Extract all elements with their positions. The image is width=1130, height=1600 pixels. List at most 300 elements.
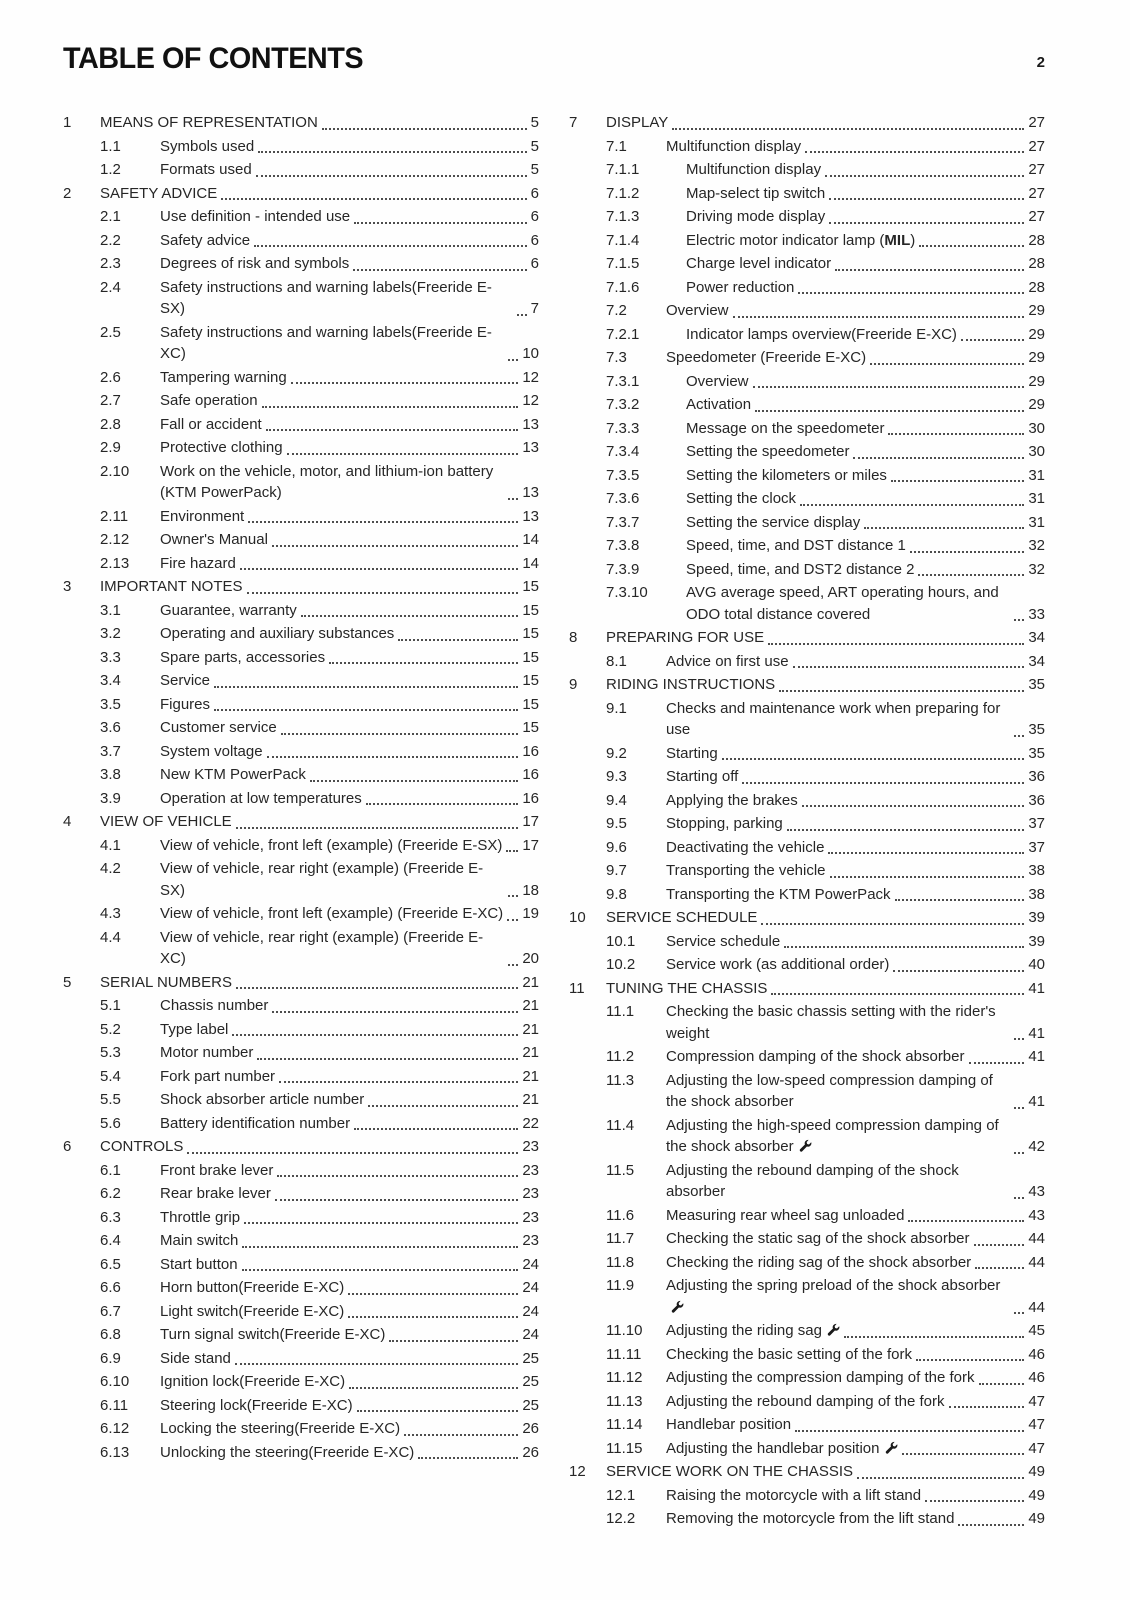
toc-entry-number: 2.13 xyxy=(100,554,130,572)
toc-entry-line xyxy=(666,1275,1045,1318)
toc-entry-page: 38 xyxy=(1028,862,1045,879)
toc-entry-line xyxy=(100,183,539,205)
toc-entry-title: Degrees of risk and symbols xyxy=(160,255,350,272)
toc-entry xyxy=(63,1042,539,1064)
toc-entry-line xyxy=(606,674,1045,696)
toc-entry-title: Transporting the vehicle xyxy=(666,862,826,879)
toc-entry-number: 11.6 xyxy=(606,1206,635,1224)
toc-entry-page: 36 xyxy=(1028,768,1045,785)
toc-entry-title: Use definition - intended use xyxy=(160,208,351,225)
toc-entry-title: Unlocking the steering(Freeride E-XC) xyxy=(160,1443,415,1461)
dotted-leader xyxy=(272,545,518,547)
wrench-icon xyxy=(827,1323,840,1336)
dotted-leader xyxy=(870,363,1024,365)
dotted-leader xyxy=(389,1340,518,1342)
toc-entry xyxy=(63,788,539,810)
dotted-leader xyxy=(247,592,519,594)
toc-entry-title: VIEW OF VEHICLE xyxy=(100,813,232,830)
toc-column-left xyxy=(63,112,539,1532)
toc-entry-number: 7.1.4 xyxy=(606,231,640,249)
toc-entry-page: 35 xyxy=(1028,676,1045,693)
dotted-leader xyxy=(1014,1197,1024,1199)
toc-entry-title: Operating and auxiliary substances xyxy=(160,625,395,642)
toc-entry-page: 24 xyxy=(522,1326,539,1343)
toc-entry-page: 41 xyxy=(1028,979,1045,997)
toc-entry-number: 6.9 xyxy=(100,1349,121,1367)
toc-entry-number: 7.3.5 xyxy=(606,466,640,484)
dotted-leader xyxy=(287,453,519,455)
toc-entry-line xyxy=(686,535,1045,557)
dotted-leader xyxy=(753,386,1025,388)
toc-entry-page: 42 xyxy=(1028,1138,1045,1155)
toc-entry-number: 6.13 xyxy=(100,1443,130,1461)
toc-entry-line xyxy=(666,1228,1045,1250)
toc-entry-line xyxy=(666,1115,1045,1158)
dotted-leader xyxy=(257,1058,518,1060)
toc-entry-number: 6.5 xyxy=(100,1255,121,1273)
dotted-leader xyxy=(329,662,518,664)
dotted-leader xyxy=(398,639,518,641)
toc-entry xyxy=(569,253,1045,275)
toc-entry-title: Checking the basic setting of the fork xyxy=(666,1345,912,1363)
toc-entry xyxy=(63,647,539,669)
toc-entry-page: 15 xyxy=(522,601,539,619)
toc-entry-number: 2.5 xyxy=(100,323,121,341)
dotted-leader xyxy=(895,899,1025,901)
toc-entry-title: Speedometer (Freeride E-XC) xyxy=(666,349,867,366)
toc-entry-page: 41 xyxy=(1028,1048,1045,1065)
toc-entry-title: Speed, time, and DST distance 1 xyxy=(686,537,906,554)
toc-entry-number: 6 xyxy=(63,1138,72,1155)
toc-entry-title: Owner's Manual xyxy=(160,531,268,548)
toc-entry-title: Setting the speedometer xyxy=(686,443,850,460)
toc-entry-number: 2.4 xyxy=(100,278,121,296)
toc-entry-line xyxy=(100,1136,539,1158)
toc-entry-title: Operation at low temperatures xyxy=(160,789,362,807)
dotted-leader xyxy=(310,780,518,782)
toc-entry-number: 8.1 xyxy=(606,652,627,670)
wrench-icon xyxy=(885,1441,898,1454)
toc-entry-line xyxy=(160,1371,539,1393)
toc-entry xyxy=(569,743,1045,765)
toc-entry-page: 21 xyxy=(522,997,539,1014)
toc-entry-line xyxy=(160,927,539,970)
dotted-leader xyxy=(829,198,1024,200)
toc-entry-line xyxy=(686,465,1045,487)
toc-entry xyxy=(569,371,1045,393)
toc-entry-number: 1.2 xyxy=(100,161,121,178)
toc-entry-number: 4 xyxy=(63,813,72,830)
toc-entry-page: 39 xyxy=(1028,932,1045,950)
toc-entry-number: 9.6 xyxy=(606,838,627,856)
toc-entry xyxy=(63,694,539,716)
toc-entry-title: Multifunction display xyxy=(686,161,822,178)
toc-entry-page: 35 xyxy=(1028,721,1045,738)
dotted-leader xyxy=(242,1269,519,1271)
dotted-leader xyxy=(891,480,1024,482)
toc-entry-title: CONTROLS xyxy=(100,1138,184,1155)
toc-entry-page: 30 xyxy=(1028,443,1045,460)
toc-entry-title: Chassis number xyxy=(160,997,269,1014)
toc-entry-title: Checks and maintenance work when preparing for use xyxy=(666,699,1001,738)
toc-entry-title: Applying the brakes xyxy=(666,791,798,809)
toc-entry-title: Type label xyxy=(160,1020,229,1038)
toc-entry-page: 49 xyxy=(1028,1510,1045,1527)
toc-entry-number: 3 xyxy=(63,578,72,595)
toc-entry xyxy=(63,764,539,786)
toc-entry-line xyxy=(686,559,1045,581)
toc-entry-page: 23 xyxy=(522,1138,539,1155)
dotted-leader xyxy=(275,1199,518,1201)
toc-entry xyxy=(569,1367,1045,1389)
toc-entry-number: 10 xyxy=(569,909,586,926)
dotted-leader xyxy=(949,1406,1025,1408)
dotted-leader xyxy=(742,782,1024,784)
toc-entry-page: 44 xyxy=(1028,1230,1045,1247)
toc-entry xyxy=(63,1348,539,1370)
toc-entry-page: 15 xyxy=(522,719,539,736)
toc-entry-line xyxy=(666,1320,1045,1342)
toc-entry-line xyxy=(100,112,539,134)
toc-entry-number: 7.3.8 xyxy=(606,537,640,554)
toc-entry-page: 27 xyxy=(1028,208,1045,225)
dotted-leader xyxy=(787,829,1025,831)
toc-entry xyxy=(63,741,539,763)
toc-entry xyxy=(569,907,1045,929)
toc-entry-number: 3.2 xyxy=(100,625,121,642)
toc-entry-title: TUNING THE CHASSIS xyxy=(606,979,768,997)
toc-entry-number: 5 xyxy=(63,973,72,991)
toc-entry xyxy=(569,512,1045,534)
toc-entry-line xyxy=(100,811,539,833)
toc-entry-title: Service schedule xyxy=(666,932,781,950)
toc-entry xyxy=(63,717,539,739)
toc-entry-title: Tampering warning xyxy=(160,368,287,386)
toc-entry-title: Symbols used xyxy=(160,137,255,155)
dotted-leader xyxy=(353,269,526,271)
toc-entry xyxy=(569,978,1045,1000)
toc-entry-page: 20 xyxy=(522,950,539,967)
toc-entry xyxy=(569,277,1045,299)
toc-entry xyxy=(63,1136,539,1158)
toc-entry-line xyxy=(666,1485,1045,1507)
toc-entry xyxy=(569,884,1045,906)
toc-entry xyxy=(63,835,539,857)
toc-entry-title: Battery identification number xyxy=(160,1114,351,1132)
toc-entry-number: 4.2 xyxy=(100,860,121,877)
toc-entry-number: 11.14 xyxy=(606,1416,643,1433)
dotted-leader xyxy=(888,433,1024,435)
toc-entry-line xyxy=(160,1042,539,1064)
toc-entry xyxy=(569,159,1045,181)
toc-entry-page: 12 xyxy=(522,392,539,409)
dotted-leader xyxy=(214,709,518,711)
toc-entry-title: Safety advice xyxy=(160,231,251,249)
toc-entry-title: Locking the steering(Freeride E-XC) xyxy=(160,1420,401,1437)
toc-entry-line xyxy=(666,1160,1045,1203)
toc-entry-number: 7.1.2 xyxy=(606,184,640,202)
dotted-leader xyxy=(277,1175,518,1177)
toc-entry-title: Message on the speedometer xyxy=(686,419,885,437)
toc-entry xyxy=(569,1252,1045,1274)
toc-entry-number: 11.13 xyxy=(606,1392,643,1410)
toc-entry-title: Throttle grip xyxy=(160,1208,241,1226)
toc-entry xyxy=(569,627,1045,649)
toc-entry-number: 9.3 xyxy=(606,768,627,785)
toc-entry-page: 10 xyxy=(522,345,539,362)
toc-entry-number: 2.9 xyxy=(100,439,121,456)
toc-entry-line xyxy=(160,1418,539,1440)
toc-entry-title: Safety instructions and warning labels(Freeride E-XC) xyxy=(160,323,492,362)
toc-entry xyxy=(569,324,1045,346)
dotted-leader xyxy=(256,175,527,177)
dotted-leader xyxy=(366,803,519,805)
toc-entry-number: 3.1 xyxy=(100,601,121,619)
toc-entry-page: 38 xyxy=(1028,885,1045,903)
page-number: 2 xyxy=(1036,54,1045,71)
toc-entry-page: 21 xyxy=(522,1020,539,1038)
toc-entry xyxy=(569,766,1045,788)
toc-entry xyxy=(63,623,539,645)
toc-entry-page: 14 xyxy=(522,554,539,572)
toc-entry-page: 13 xyxy=(522,507,539,525)
toc-entry-number: 1 xyxy=(63,114,72,131)
toc-entry xyxy=(569,394,1045,416)
toc-entry xyxy=(569,535,1045,557)
toc-entry-number: 5.3 xyxy=(100,1044,121,1061)
toc-entry-number: 7.1.6 xyxy=(606,278,640,296)
toc-entry xyxy=(63,253,539,275)
toc-entry-page: 16 xyxy=(522,789,539,807)
toc-entry-page: 32 xyxy=(1028,560,1045,578)
toc-entry-number: 9.4 xyxy=(606,791,627,809)
toc-entry-title: Light switch(Freeride E-XC) xyxy=(160,1302,345,1320)
toc-entry-number: 9.1 xyxy=(606,699,627,717)
toc-entry-number: 3.4 xyxy=(100,672,121,689)
toc-entry-number: 6.7 xyxy=(100,1302,121,1320)
toc-entry-line xyxy=(160,600,539,622)
toc-entry-page: 5 xyxy=(530,161,539,178)
toc-entry-title: DISPLAY xyxy=(606,114,669,131)
toc-entry-page: 27 xyxy=(1028,114,1045,131)
toc-entry xyxy=(63,1160,539,1182)
toc-entry-number: 6.6 xyxy=(100,1279,121,1296)
toc-entry-number: 11.3 xyxy=(606,1071,635,1089)
toc-entry-number: 6.8 xyxy=(100,1326,121,1343)
toc-entry-page: 5 xyxy=(530,137,539,155)
toc-entry-page: 17 xyxy=(522,836,539,854)
toc-entry-number: 3.9 xyxy=(100,789,121,807)
toc-entry-title: Environment xyxy=(160,507,245,525)
toc-entry-line xyxy=(160,858,539,901)
toc-entry-line xyxy=(666,743,1045,765)
toc-entry-number: 5.6 xyxy=(100,1114,121,1132)
toc-entry-title: Front brake lever xyxy=(160,1161,274,1179)
dotted-leader xyxy=(802,805,1025,807)
dotted-leader xyxy=(1014,1107,1024,1109)
dotted-leader xyxy=(830,876,1025,878)
toc-entry xyxy=(569,418,1045,440)
toc-entry-page: 25 xyxy=(522,1396,539,1414)
toc-entry-title: Stopping, parking xyxy=(666,815,783,832)
toc-entry-title: Formats used xyxy=(160,161,252,178)
toc-entry-title: Measuring rear wheel sag unloaded xyxy=(666,1206,905,1224)
dotted-leader xyxy=(1014,1312,1024,1314)
dotted-leader xyxy=(244,1222,518,1224)
toc-entry-title: Electric motor indicator lamp (MIL) xyxy=(686,231,916,249)
toc-entry-number: 9.7 xyxy=(606,862,627,879)
toc-entry-page: 21 xyxy=(522,1067,539,1085)
toc-entry-number: 7.3.7 xyxy=(606,513,640,531)
dotted-leader xyxy=(853,457,1024,459)
toc-entry-number: 7 xyxy=(569,114,578,131)
toc-entry-title: Power reduction xyxy=(686,278,795,296)
toc-entry-line xyxy=(686,230,1045,252)
toc-entry-line xyxy=(666,136,1045,158)
toc-entry-number: 5.4 xyxy=(100,1067,121,1085)
toc-entry-line xyxy=(160,159,539,181)
toc-entry xyxy=(569,347,1045,369)
toc-entry-number: 11.1 xyxy=(606,1003,635,1020)
toc-entry xyxy=(569,931,1045,953)
dotted-leader xyxy=(829,222,1024,224)
toc-entry xyxy=(569,1485,1045,1507)
toc-entry-number: 9.8 xyxy=(606,885,627,903)
dotted-leader xyxy=(979,1383,1025,1385)
toc-entry-number: 6.11 xyxy=(100,1396,129,1414)
toc-entry-page: 34 xyxy=(1028,629,1045,646)
toc-entry-line xyxy=(160,1301,539,1323)
toc-entry-page: 37 xyxy=(1028,838,1045,856)
toc-column-right xyxy=(569,112,1045,1532)
toc-entry xyxy=(569,1438,1045,1460)
toc-entry-title: Adjusting the rebound damping of the shock absorber xyxy=(666,1161,959,1200)
toc-entry-line xyxy=(160,670,539,692)
toc-entry xyxy=(63,1395,539,1417)
dotted-leader xyxy=(864,527,1024,529)
toc-entry xyxy=(63,159,539,181)
toc-entry xyxy=(63,1089,539,1111)
toc-entry-number: 2.11 xyxy=(100,507,129,525)
toc-entry xyxy=(63,390,539,412)
toc-entry-page: 26 xyxy=(522,1420,539,1437)
dotted-leader xyxy=(902,1453,1025,1455)
toc-entry-page: 37 xyxy=(1028,815,1045,832)
toc-entry-title: View of vehicle, front left (example) (Freeride E-XC) xyxy=(160,905,504,922)
dotted-leader xyxy=(354,222,527,224)
toc-entry-line xyxy=(160,390,539,412)
toc-entry-title: Map-select tip switch xyxy=(686,184,826,202)
toc-entry-page: 43 xyxy=(1028,1183,1045,1200)
toc-entry-page: 6 xyxy=(530,231,539,249)
toc-entry-line xyxy=(160,206,539,228)
toc-entry xyxy=(63,927,539,970)
toc-entry-number: 3.5 xyxy=(100,695,121,713)
toc-entry-page: 34 xyxy=(1028,652,1045,670)
dotted-leader xyxy=(507,919,518,921)
dotted-leader xyxy=(272,1011,518,1013)
toc-entry-title: Fall or accident xyxy=(160,415,262,433)
toc-entry-number: 7.3.3 xyxy=(606,419,640,437)
toc-entry xyxy=(569,206,1045,228)
toc-entry xyxy=(63,600,539,622)
toc-entry xyxy=(63,367,539,389)
toc-entry-line xyxy=(160,136,539,158)
toc-entry-title: Start button xyxy=(160,1255,238,1273)
toc-entry-number: 7.1.5 xyxy=(606,255,640,272)
toc-entry-number: 6.4 xyxy=(100,1232,121,1249)
toc-entry-page: 46 xyxy=(1028,1369,1045,1386)
toc-entry xyxy=(569,559,1045,581)
toc-entry-title: Work on the vehicle, motor, and lithium-ion battery (KTM PowerPack) xyxy=(160,462,494,501)
toc-entry xyxy=(569,813,1045,835)
toc-entry-line xyxy=(160,437,539,459)
dotted-leader xyxy=(517,314,527,316)
toc-entry-page: 47 xyxy=(1028,1439,1045,1457)
toc-entry-number: 11.4 xyxy=(606,1116,635,1134)
toc-entry-page: 29 xyxy=(1028,396,1045,413)
toc-entry-page: 43 xyxy=(1028,1206,1045,1224)
toc-entry-line xyxy=(666,837,1045,859)
toc-entry-page: 44 xyxy=(1028,1253,1045,1271)
toc-entry-title: Adjusting the low-speed compression damping of the shock absorber xyxy=(666,1071,993,1110)
toc-entry-title: Overview xyxy=(666,302,729,319)
toc-entry-title: Motor number xyxy=(160,1044,254,1061)
toc-entry-number: 7.2 xyxy=(606,302,627,319)
toc-entry-line xyxy=(160,367,539,389)
dotted-leader xyxy=(357,1410,519,1412)
toc-entry xyxy=(63,1301,539,1323)
dotted-leader xyxy=(1014,1038,1024,1040)
toc-entry-line xyxy=(160,1207,539,1229)
toc-entry-number: 6.3 xyxy=(100,1208,121,1226)
toc-entry xyxy=(63,112,539,134)
toc-entry-title: Raising the motorcycle with a lift stand xyxy=(666,1486,922,1504)
toc-entry-title: New KTM PowerPack xyxy=(160,766,306,783)
dotted-leader xyxy=(354,1128,518,1130)
toc-entry-title: Rear brake lever xyxy=(160,1185,271,1202)
dotted-leader xyxy=(805,151,1024,153)
toc-entry-title: Guarantee, warranty xyxy=(160,601,297,619)
toc-entry-page: 26 xyxy=(522,1443,539,1461)
toc-entry-line xyxy=(160,529,539,551)
toc-entry-page: 49 xyxy=(1028,1486,1045,1504)
toc-entry-title: Fork part number xyxy=(160,1067,276,1085)
toc-entry-page: 29 xyxy=(1028,349,1045,366)
toc-entry-title: Safe operation xyxy=(160,392,258,409)
toc-entry-title: Setting the service display xyxy=(686,513,861,531)
toc-entry xyxy=(569,183,1045,205)
toc-entry-title: Side stand xyxy=(160,1349,231,1367)
toc-entry-page: 41 xyxy=(1028,1024,1045,1042)
toc-entry-page: 15 xyxy=(522,625,539,642)
toc-entry xyxy=(63,322,539,365)
dotted-leader xyxy=(961,339,1024,341)
toc-entry-line xyxy=(686,418,1045,440)
dotted-leader xyxy=(761,923,1024,925)
toc-entry xyxy=(569,300,1045,322)
toc-entry-title: Overview xyxy=(686,372,749,390)
toc-entry-line xyxy=(666,1252,1045,1274)
toc-entry-page: 29 xyxy=(1028,372,1045,390)
toc-entry xyxy=(569,1205,1045,1227)
toc-entry xyxy=(569,1228,1045,1250)
toc-entry-line xyxy=(160,1113,539,1135)
toc-entry-page: 21 xyxy=(522,1091,539,1108)
toc-entry-title: Adjusting the high-speed compression damping of the shock absorber xyxy=(666,1116,999,1155)
toc-entry-title: Ignition lock(Freeride E-XC) xyxy=(160,1373,346,1390)
toc-entry-line xyxy=(606,627,1045,649)
